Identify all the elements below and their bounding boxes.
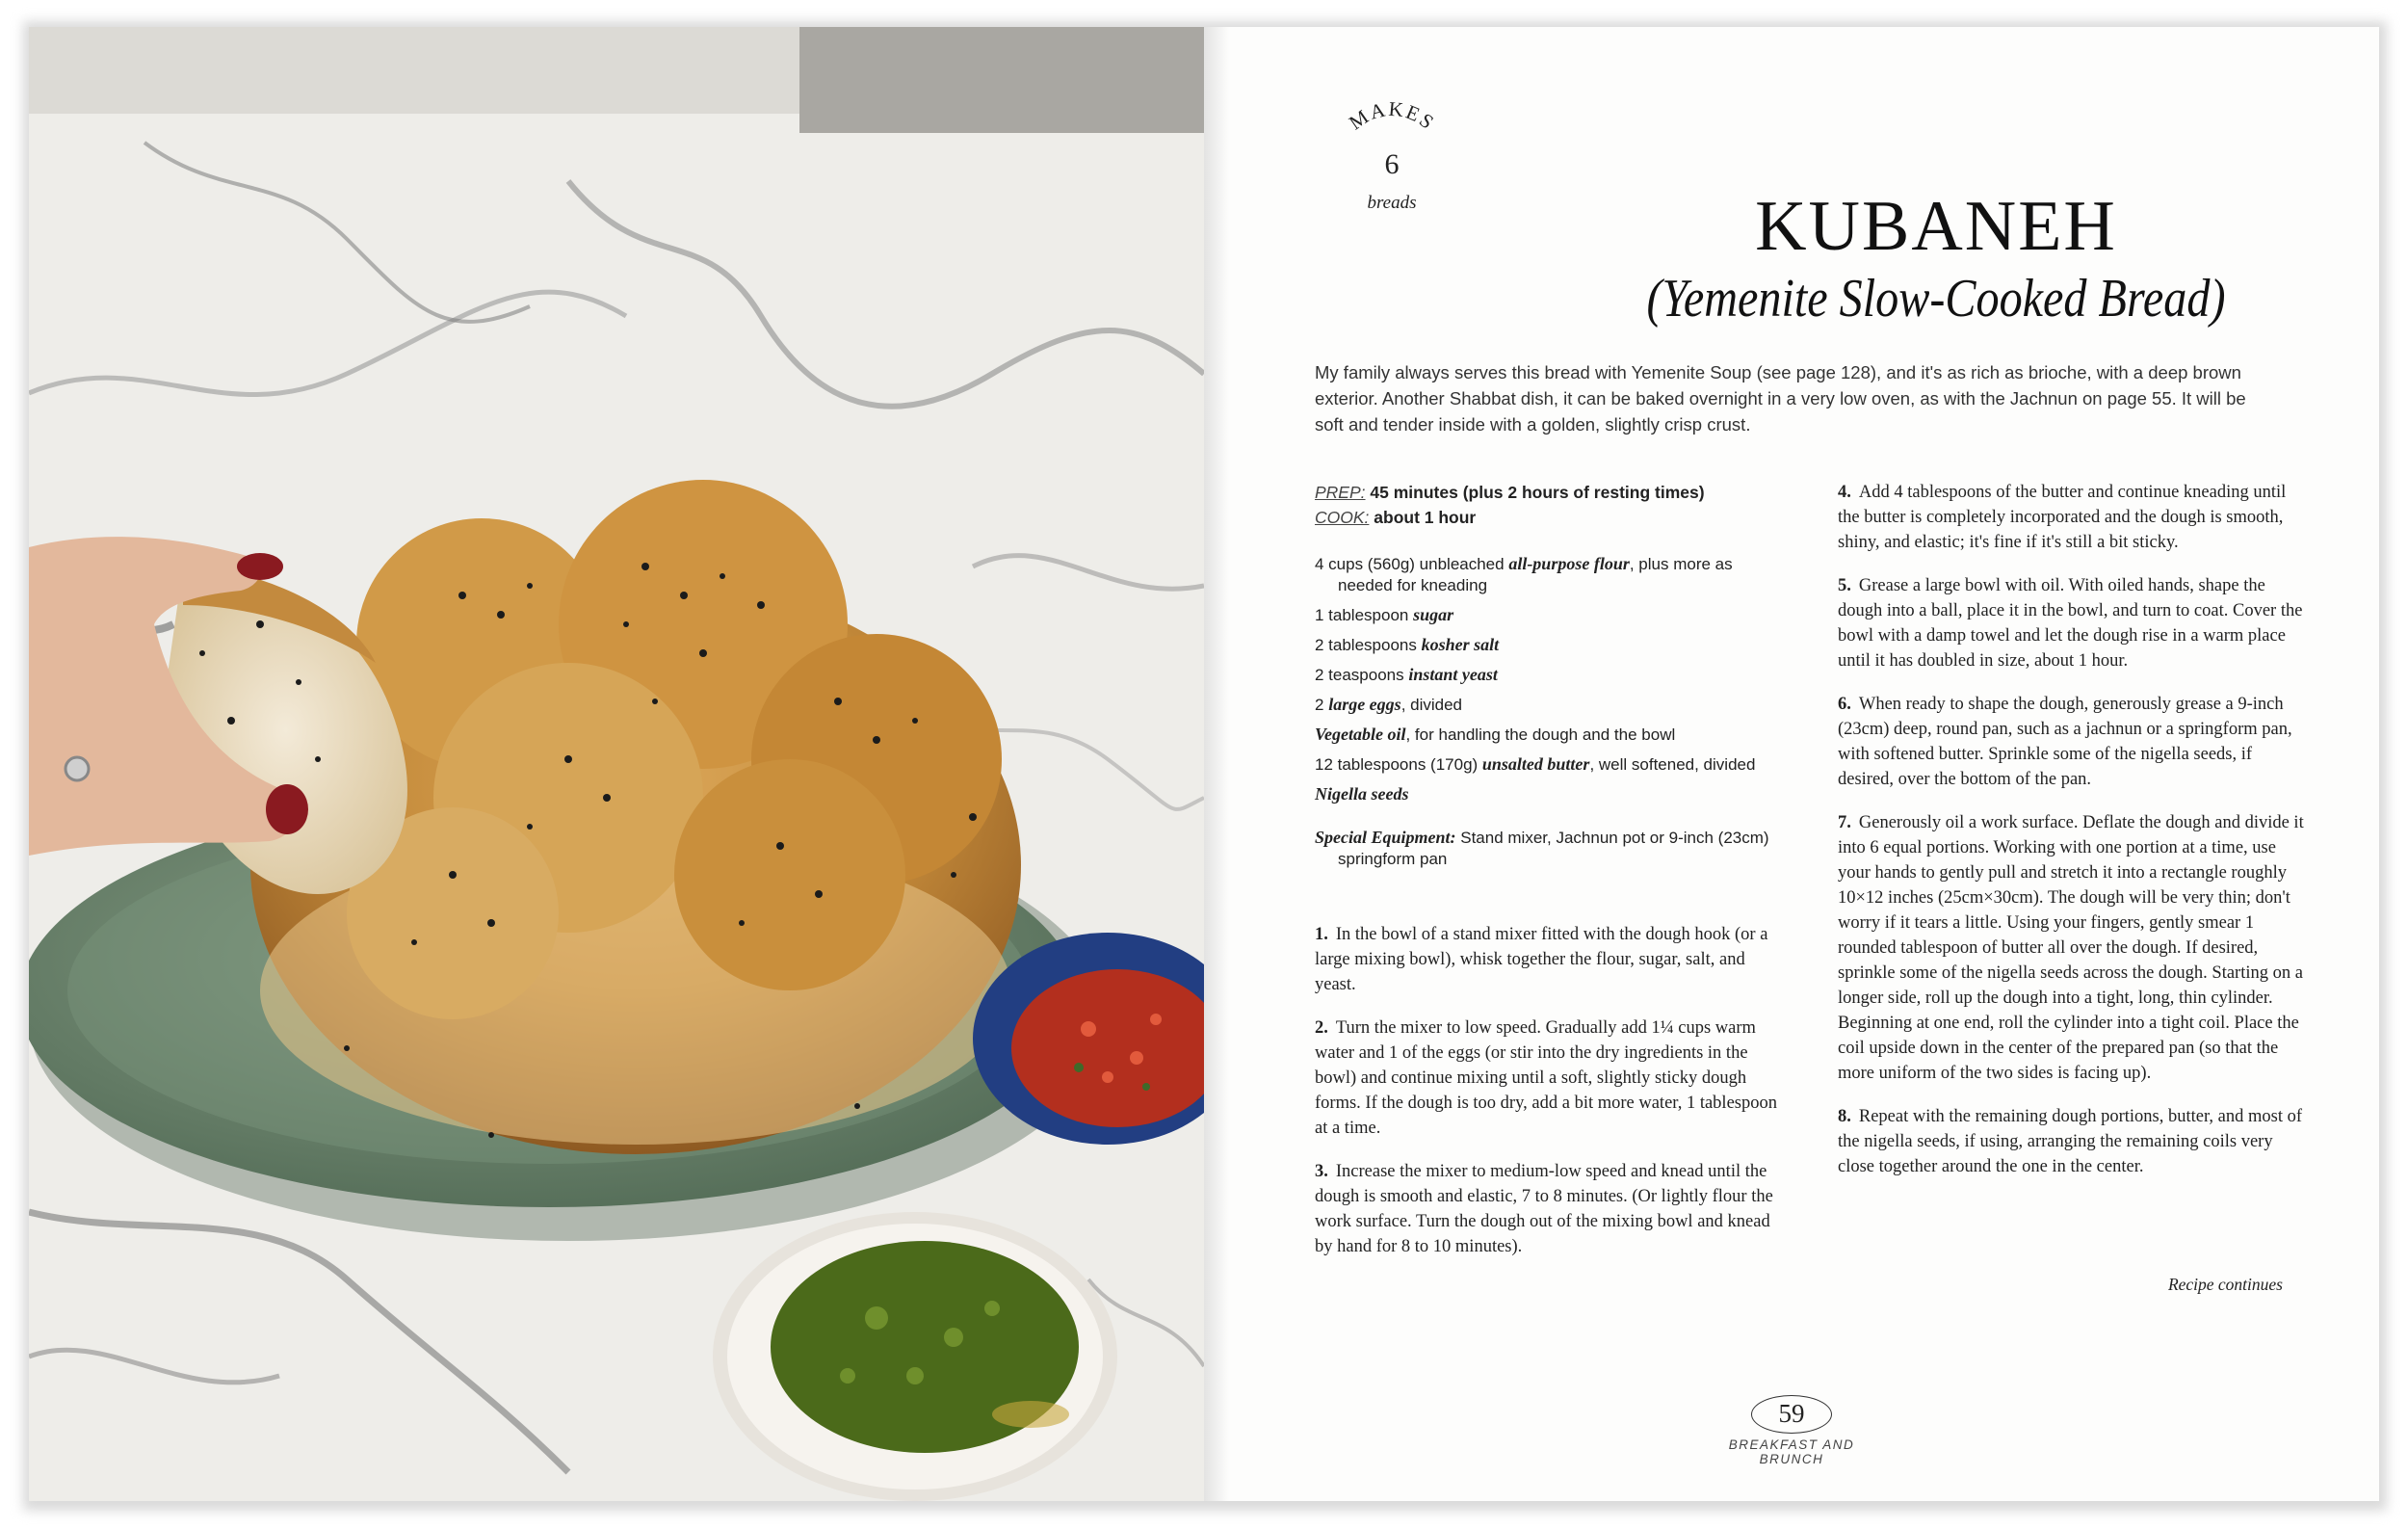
recipe-page [1204,27,2379,1501]
step-item: 4. Add 4 tablespoons of the butter and continue kneading until the butter is completely incorporated and the dough is smooth, shiny, and elastic; it's fine if it's still a bit sticky. [1838,483,2287,552]
equipment-label: Special Equipment: [1315,828,1456,847]
ingredient-item: 2 tablespoons kosher salt [1315,635,1500,654]
step-item: 8. Repeat with the remaining dough portions, butter, and most of the nigella seeds, if using, arranging the remaining coils very close together around the one in the center. [1838,1107,2303,1176]
ingredient-item: 2 large eggs, divided [1315,695,1463,714]
prep-time [1315,480,1777,505]
ingredient-list [1315,553,1777,805]
page-gutter [1204,27,1229,1501]
recipe-photo [29,27,1204,1501]
ingredient-item: 4 cups (560g) unbleached all-purpose flour, plus more as needed for kneading [1315,554,1733,594]
yield-arc-label [1329,85,1454,152]
right-column [1838,480,2310,1198]
cook-value: about 1 hour [1374,508,1477,527]
steps-left [1315,922,1777,1259]
recipe-title: KUBANEH [1755,187,2117,266]
ingredient-item: 1 tablespoon sugar [1315,605,1454,624]
ingredient-item: Nigella seeds [1315,784,1409,804]
ingredient-item: Vegetable oil, for handling the dough and the bowl [1315,725,1676,744]
prep-label: PREP: [1315,483,1366,502]
step-item: 5. Grease a large bowl with oil. With oiled hands, shape the dough into a ball, place it in the bowl, and turn to coat. Cover the bowl with a damp towel and let the dough rise in a warm place until it has doubled in size, about 1 hour. [1838,576,2303,671]
step-item: 7. Generously oil a work surface. Deflate the dough and divide it into 6 equal portions. Working with one portion at a time, use your hands to gently pull and stretch it into a rectangle roughly 10×12 inches (25cm×30cm). The dough will be very thin; don't worry if it tears a little. Using your fingers, gently smear 1 rounded tablespoon of butter all over the dough. If desired, sprinkle some of the nigella seeds across the dough. Starting on a longer side, roll up the dough into a tight, long, thin cylinder. Beginning at one end, roll the cylinder into a tight coil. Place the coil upside down in the center of the prepared pan (so that the more uniform of the two sides is facing up). [1838,813,2304,1083]
recipe-intro: My family always serves this bread with Yemenite Soup (see page 128), and it's as rich as brioche, with a deep brown exterior. Another Shabbat dish, it can be baked overnight in a very low oven, as with the Jachnun on page 55. It will be soft and tender inside with a golden, slightly crisp crust. [1315,362,2246,435]
left-column [1315,480,1777,1278]
equipment-text: Stand mixer, Jachnun pot or 9-inch (23cm) springform pan [1338,829,1769,868]
yield-number: 6 [1384,148,1400,180]
yield-unit: breads [1367,193,1417,213]
step-item: 6. When ready to shape the dough, generously grease a 9-inch (23cm) deep, round pan, such as a jachnun or a springform pan, with softened butter. Sprinkle some of the nigella seeds, if desired, over the bottom of the pan. [1838,695,2292,789]
page-footer [1695,1395,1888,1466]
page-number: 59 [1751,1395,1832,1434]
svg-text:MAKES [1345,97,1440,135]
special-equipment [1315,827,1777,870]
step-item: 1. In the bowl of a stand mixer fitted with the dough hook (or a large mixing bowl), whisk together the flour, sugar, salt, and yeast. [1315,925,1768,994]
recipe-subtitle: (Yemenite Slow-Cooked Bread) [1646,269,2226,329]
yield-label: MAKES [1345,96,1440,135]
timing-block [1315,480,1777,530]
cook-time [1315,505,1777,530]
prep-value: 45 minutes (plus 2 hours of resting times) [1370,483,1705,502]
cook-label: COOK: [1315,508,1370,527]
ingredient-item: 2 teaspoons instant yeast [1315,665,1498,684]
ingredient-item: 12 tablespoons (170g) unsalted butter, well softened, divided [1315,754,1756,774]
step-item: 2. Turn the mixer to low speed. Gradually add 1¼ cups warm water and 1 of the eggs (or stir into the dry ingredients in the bowl) and continue mixing until a soft, slightly sticky dough forms. If the dough is too dry, add a bit more water, 1 tablespoon at a time. [1315,1018,1777,1138]
step-item: 3. Increase the mixer to medium-low speed and knead until the dough is smooth and elastic, 7 to 8 minutes. (Or lightly flour the work surface. Turn the dough out of the mixing bowl and knead by hand for 8 to 10 minutes). [1315,1162,1773,1256]
section-name: BREAKFAST AND BRUNCH [1728,1437,1855,1466]
steps-right [1838,480,2310,1179]
kubaneh-bread-photo [29,27,1204,1501]
recipe-continues-note: Recipe continues [2167,1275,2283,1294]
